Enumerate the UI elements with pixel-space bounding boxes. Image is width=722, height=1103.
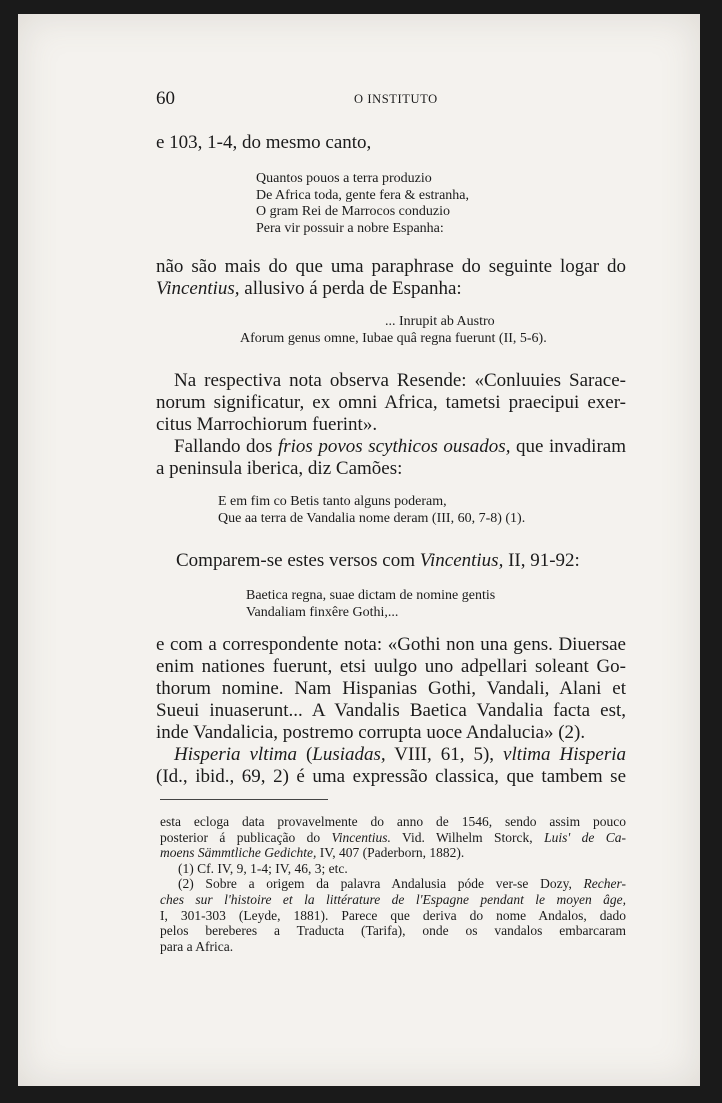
text-line: e com a correspondente nota: «Gothi non una gens. Diuersae (156, 634, 626, 655)
paragraph-5 (156, 634, 626, 744)
text-line (156, 436, 626, 458)
italic-title: moens Sämmtliche Gedichte, (160, 845, 317, 861)
intro-line: e 103, 1-4, do mesmo canto, (156, 132, 372, 153)
latin-quote-2 (246, 588, 495, 621)
verse-line: Aforum genus omne, Iubae quâ regna fuerunt (II, 5-6). (240, 330, 547, 346)
verse-line: Vandaliam finxêre Gothi,... (246, 604, 399, 620)
paragraph-1 (156, 256, 626, 300)
text-run: IV, 407 (Paderborn, 1882). (316, 845, 465, 861)
verse-line: E em fim co Betis tanto alguns poderam, (218, 494, 447, 509)
text-run: que invadiram (510, 436, 626, 457)
text-run: ( (296, 744, 313, 765)
text-run: Fallando dos (174, 436, 278, 457)
text-line: não são mais do que uma paraphrase do seguinte logar do (156, 256, 626, 277)
footnote-line (160, 845, 626, 861)
footnote-rule (160, 799, 328, 800)
text-line: Na respectiva nota observa Resende: «Conluuies Sarace- (174, 370, 626, 391)
text-line: a peninsula iberica, diz Camões: (156, 458, 403, 479)
italic-title: Vincentius. (331, 829, 391, 845)
verse-line: De Africa toda, gente fera & estranha, (256, 187, 470, 203)
verse-line: Pera vir possuir a nobre Espanha: (256, 220, 444, 236)
verse-line: ... Inrupit ab Austro (385, 314, 495, 329)
footnotes (160, 814, 626, 954)
footnote-line: I, 301-303 (Leyde, 1881). Parece que deriva do nome Andalos, dado (160, 907, 626, 923)
footnote-line (160, 892, 626, 908)
text-line: enim nationes fuerunt, etsi uulgo uno adpellari soleant Go- (156, 656, 626, 677)
italic-title: Lusiadas, (312, 744, 386, 765)
text-run: allusivo á perda de Espanha: (239, 278, 462, 299)
verse-line: Que aa terra de Vandalia nome deram (III, 60, 7-8) (1). (218, 510, 526, 526)
footnote-line (160, 830, 626, 846)
italic-title: Luis' de Ca- (544, 829, 626, 845)
verse-line: Quantos pouos a terra produzio (256, 171, 432, 186)
page-number: 60 (156, 88, 175, 109)
verse-quote-1 (256, 171, 469, 237)
italic-title: ches sur l'histoire et la littérature de l'Espagne pendant le moyen âge, (160, 891, 626, 907)
text-line (156, 744, 626, 766)
text-run: (2) Sobre a origem da palavra Andalusia póde ver-se Dozy, (178, 876, 584, 892)
text-run: VIII, 61, 5), (385, 744, 504, 765)
book-page (18, 14, 700, 1086)
text-run: Comparem-se estes versos com (176, 550, 420, 571)
text-line: norum significatur, ex omni Africa, tametsi praecipui exer- (156, 392, 626, 413)
text-line: citus Marrochiorum fuerint». (156, 414, 378, 435)
text-line: Sueui inuaserunt... A Vandalis Baetica Vandalia facta est, (156, 700, 626, 721)
italic-title: Vincentius, (419, 550, 504, 571)
italic-phrase: Hisperia vltima (174, 744, 297, 765)
text-line: thorum nomine. Nam Hispanias Gothi, Vandali, Alani et (156, 678, 626, 699)
footnote-1: (1) Cf. IV, 9, 1-4; IV, 46, 3; etc. (178, 860, 348, 876)
footnote-line: para a Africa. (160, 938, 234, 954)
text-line: (Id., ibid., 69, 2) é uma expressão classica, que tambem se (156, 766, 626, 787)
italic-phrase: vltima Hisperia (503, 744, 626, 765)
footnote-line: esta ecloga data provavelmente do anno de 1546, sendo assim pouco (160, 814, 626, 829)
text-run: posterior á publicação do (160, 829, 332, 845)
paragraph-2 (156, 370, 626, 436)
running-title: O INSTITUTO (354, 92, 438, 106)
paragraph-6 (156, 744, 626, 788)
verse-quote-2 (218, 494, 525, 527)
text-line (156, 278, 626, 300)
latin-quote-1 (240, 314, 570, 347)
footnote-line: pelos bereberes a Traducta (Tarifa), onde os vandalos embarcaram (160, 923, 626, 939)
paragraph-4 (176, 550, 580, 572)
italic-title: Recher- (583, 876, 626, 892)
text-line: inde Vandalicia, postremo corrupta uoce Andalucia» (2). (156, 722, 586, 743)
italic-phrase: frios povos scythicos ousados, (277, 436, 511, 457)
verse-line: Baetica regna, suae dictam de nomine gentis (246, 588, 496, 603)
text-run: II, 91-92: (503, 550, 580, 571)
verse-line: O gram Rei de Marrocos conduzio (256, 204, 450, 219)
text-run: Vid. Wilhelm Storck, (390, 829, 545, 845)
italic-title: Vincentius, (156, 278, 240, 299)
footnote-2 (160, 876, 626, 892)
paragraph-3 (156, 436, 626, 480)
